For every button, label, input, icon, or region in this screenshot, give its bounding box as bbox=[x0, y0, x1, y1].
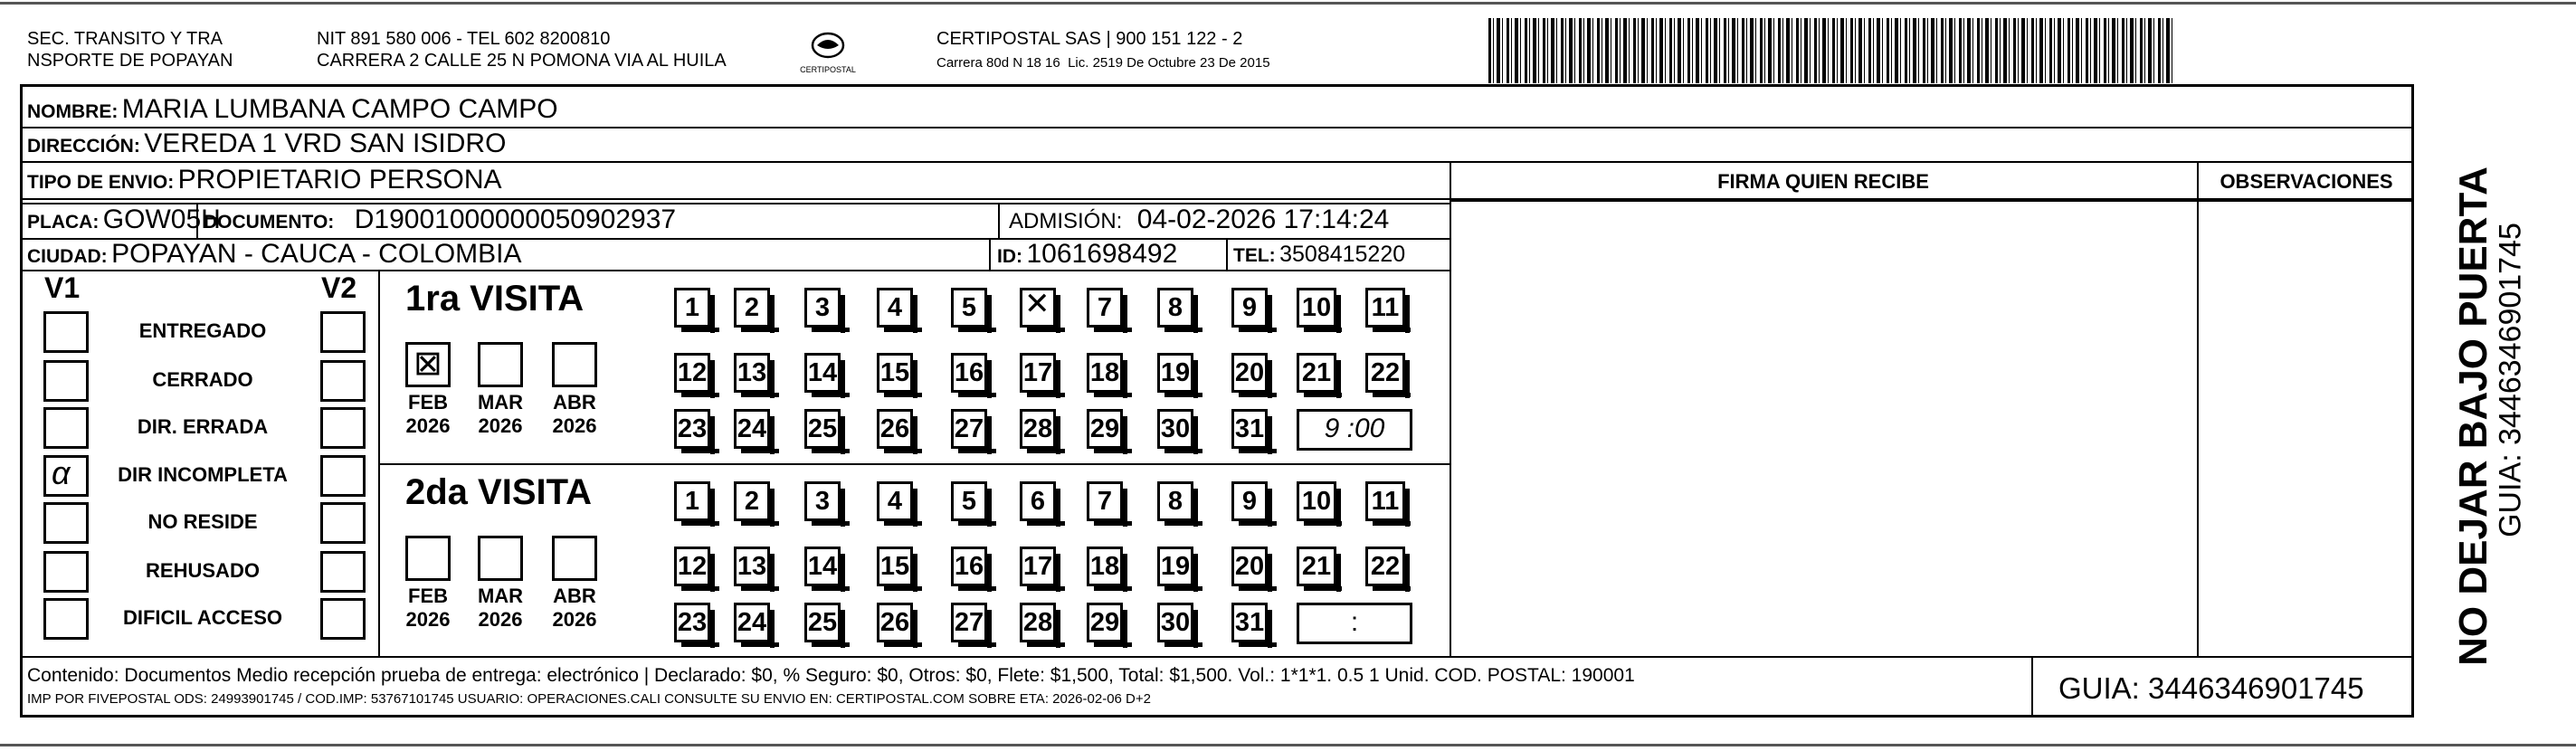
day-box[interactable] bbox=[674, 547, 710, 586]
day-box[interactable] bbox=[804, 481, 841, 521]
courier-line2: Carrera 80d N 18 16 Lic. 2519 De Octubre 23 De 2015 bbox=[936, 55, 1270, 71]
admision-field bbox=[1009, 204, 1389, 240]
month-year: 2026 bbox=[552, 414, 597, 437]
month-label bbox=[543, 391, 606, 438]
month-year: 2026 bbox=[405, 608, 451, 631]
month-label bbox=[396, 391, 460, 438]
placa-value: GOW05H bbox=[102, 204, 221, 234]
day-number: 31 bbox=[1234, 414, 1265, 443]
day-number: 13 bbox=[737, 358, 767, 387]
day-number: 23 bbox=[677, 414, 708, 443]
id-field bbox=[997, 239, 1177, 274]
day-number: 24 bbox=[737, 414, 767, 443]
status-label: REHUSADO bbox=[146, 559, 260, 582]
tel-value: 3508415220 bbox=[1279, 242, 1406, 267]
status-v1-checkbox[interactable] bbox=[43, 407, 89, 449]
rule bbox=[1450, 161, 1451, 656]
id-label: ID: bbox=[997, 246, 1022, 267]
day-number: 25 bbox=[807, 414, 838, 443]
status-v1-checkbox[interactable] bbox=[43, 502, 89, 544]
documento-label: DOCUMENTO: bbox=[204, 212, 335, 233]
status-v1-checkbox[interactable] bbox=[43, 455, 89, 497]
day-box[interactable] bbox=[1157, 481, 1193, 521]
day-number: 2 bbox=[744, 487, 760, 516]
day-box[interactable] bbox=[1157, 353, 1193, 393]
day-box[interactable] bbox=[804, 409, 841, 449]
rule bbox=[378, 463, 1450, 465]
day-number: 26 bbox=[879, 414, 910, 443]
day-number: 8 bbox=[1167, 293, 1183, 322]
status-label: DIFICIL ACCESO bbox=[122, 606, 282, 629]
day-box[interactable] bbox=[1020, 603, 1056, 642]
day-box[interactable] bbox=[734, 481, 770, 521]
day-box[interactable] bbox=[1020, 481, 1056, 521]
day-number: 4 bbox=[887, 293, 903, 322]
day-box[interactable] bbox=[1231, 288, 1268, 328]
day-number: 20 bbox=[1234, 552, 1265, 581]
status-v2-checkbox[interactable] bbox=[320, 455, 366, 497]
day-number: 31 bbox=[1234, 608, 1265, 637]
ciudad-field bbox=[27, 239, 522, 274]
visit-title: 1ra VISITA bbox=[405, 279, 585, 318]
day-box[interactable] bbox=[804, 603, 841, 642]
certipostal-logo bbox=[787, 25, 869, 80]
status-v2-checkbox[interactable] bbox=[320, 502, 366, 544]
status-v2-checkbox[interactable] bbox=[320, 551, 366, 593]
day-number: 30 bbox=[1160, 414, 1191, 443]
day-number: 11 bbox=[1371, 487, 1400, 516]
day-box[interactable] bbox=[734, 547, 770, 586]
day-number: 4 bbox=[887, 487, 903, 516]
rule bbox=[2197, 161, 2199, 656]
month-label bbox=[396, 585, 460, 632]
day-box[interactable] bbox=[1020, 547, 1056, 586]
status-v2-checkbox[interactable] bbox=[320, 311, 366, 353]
time-box[interactable]: : bbox=[1297, 603, 1412, 644]
day-box[interactable] bbox=[1297, 288, 1336, 328]
day-box[interactable] bbox=[1297, 547, 1336, 586]
day-box[interactable] bbox=[804, 353, 841, 393]
day-number: 15 bbox=[879, 552, 910, 581]
ciudad-value: POPAYAN - CAUCA - COLOMBIA bbox=[111, 239, 522, 269]
v2-label: V2 bbox=[321, 271, 357, 304]
month-year: 2026 bbox=[478, 414, 523, 437]
status-label: DIR. ERRADA bbox=[137, 415, 269, 438]
day-number: 9 bbox=[1241, 487, 1258, 516]
day-number: 9 bbox=[1241, 293, 1258, 322]
barcode bbox=[1488, 18, 2176, 83]
rule bbox=[20, 656, 2414, 658]
status-label: DIR INCOMPLETA bbox=[118, 463, 288, 486]
documento-field bbox=[204, 204, 676, 240]
rule bbox=[989, 238, 991, 270]
day-number: 5 bbox=[961, 293, 977, 322]
day-number: 27 bbox=[954, 608, 984, 637]
day-box[interactable] bbox=[877, 547, 913, 586]
day-box[interactable] bbox=[1231, 409, 1268, 449]
top-edge bbox=[0, 2, 2576, 5]
day-number: 28 bbox=[1022, 608, 1053, 637]
courier-line1: CERTIPOSTAL SAS | 900 151 122 - 2 bbox=[936, 29, 1243, 49]
day-number: 14 bbox=[807, 552, 838, 581]
day-box[interactable] bbox=[1087, 353, 1123, 393]
day-box[interactable] bbox=[951, 481, 987, 521]
day-number: 26 bbox=[879, 608, 910, 637]
tipo-label: TIPO DE ENVIO: bbox=[27, 172, 175, 193]
day-box[interactable] bbox=[1365, 481, 1405, 521]
day-number: 7 bbox=[1097, 487, 1113, 516]
status-v2-checkbox[interactable] bbox=[320, 407, 366, 449]
day-number: 22 bbox=[1370, 358, 1401, 387]
month-name: MAR bbox=[477, 585, 524, 607]
day-box[interactable] bbox=[1231, 547, 1268, 586]
day-number: 2 bbox=[744, 293, 760, 322]
day-number: 10 bbox=[1301, 293, 1332, 322]
month-label bbox=[469, 585, 532, 632]
day-number: 20 bbox=[1234, 358, 1265, 387]
sender-line1: SEC. TRANSITO Y TRA bbox=[27, 29, 223, 49]
month-checkbox[interactable] bbox=[478, 536, 523, 581]
day-number: 23 bbox=[677, 608, 708, 637]
status-v2-checkbox[interactable] bbox=[320, 598, 366, 640]
day-box[interactable] bbox=[877, 288, 913, 328]
day-number: 18 bbox=[1089, 358, 1120, 387]
direccion-field bbox=[27, 128, 506, 164]
month-name: FEB bbox=[408, 391, 448, 414]
footer-guia: GUIA: 3446346901745 bbox=[2058, 671, 2364, 705]
month-checkbox[interactable] bbox=[552, 342, 597, 387]
day-box[interactable] bbox=[951, 353, 987, 393]
day-number: 7 bbox=[1097, 293, 1113, 322]
day-box[interactable] bbox=[877, 409, 913, 449]
month-checkbox[interactable] bbox=[405, 536, 451, 581]
visit-title: 2da VISITA bbox=[405, 472, 592, 512]
side-guia: GUIA: 3446346901745 bbox=[2493, 223, 2528, 537]
day-box[interactable] bbox=[1087, 481, 1123, 521]
day-number: 21 bbox=[1301, 552, 1332, 581]
time-box[interactable]: 9 :00 bbox=[1297, 409, 1412, 451]
day-number: 22 bbox=[1370, 552, 1401, 581]
day-number: 29 bbox=[1089, 414, 1120, 443]
status-label: ENTREGADO bbox=[138, 319, 267, 342]
ciudad-label: CIUDAD: bbox=[27, 246, 108, 267]
day-number: 30 bbox=[1160, 608, 1191, 637]
tipo-field bbox=[27, 165, 502, 200]
day-number: 15 bbox=[879, 358, 910, 387]
status-label: NO RESIDE bbox=[147, 510, 258, 533]
day-box[interactable] bbox=[804, 288, 841, 328]
day-box[interactable] bbox=[734, 353, 770, 393]
status-v2-checkbox[interactable] bbox=[320, 360, 366, 402]
admision-label: ADMISIÓN: bbox=[1009, 209, 1123, 233]
day-number: 12 bbox=[677, 358, 708, 387]
month-checkbox[interactable] bbox=[552, 536, 597, 581]
day-box[interactable] bbox=[674, 353, 710, 393]
month-year: 2026 bbox=[552, 608, 597, 631]
nombre-label: NOMBRE: bbox=[27, 101, 119, 122]
day-box[interactable] bbox=[877, 481, 913, 521]
day-number: 10 bbox=[1301, 487, 1332, 516]
day-number: 19 bbox=[1160, 358, 1191, 387]
rule bbox=[2031, 656, 2033, 718]
day-number: 17 bbox=[1022, 358, 1053, 387]
rule bbox=[1450, 200, 2414, 202]
admision-value: 04-02-2026 17:14:24 bbox=[1136, 204, 1390, 234]
month-name: MAR bbox=[477, 391, 524, 414]
footer-line1: Contenido: Documentos Medio recepción prueba de entrega: electrónico | Declarado: $0, % Seguro: $0, Otros: $0, Flete: $1,500, Total: $1,500. Vol.: 1*1*1. 0.5 1 Unid. COD. POSTAL: 190001 bbox=[27, 665, 1635, 686]
month-name: FEB bbox=[408, 585, 448, 607]
tel-label: TEL: bbox=[1233, 245, 1276, 266]
day-box[interactable] bbox=[1365, 353, 1405, 393]
tipo-value: PROPIETARIO PERSONA bbox=[177, 165, 502, 195]
day-box[interactable] bbox=[674, 603, 710, 642]
bottom-edge bbox=[0, 744, 2576, 746]
rule bbox=[998, 203, 1000, 238]
month-check-mark: ⊠ bbox=[413, 345, 442, 383]
nombre-field bbox=[27, 94, 558, 129]
day-number: 14 bbox=[807, 358, 838, 387]
day-number: 27 bbox=[954, 414, 984, 443]
day-box[interactable] bbox=[674, 409, 710, 449]
nit-line2: CARRERA 2 CALLE 25 N POMONA VIA AL HUILA bbox=[317, 51, 727, 71]
day-box[interactable] bbox=[951, 288, 987, 328]
day-box[interactable] bbox=[951, 603, 987, 642]
side-title: NO DEJAR BAJO PUERTA bbox=[2451, 166, 2495, 666]
placa-label: PLACA: bbox=[27, 212, 100, 233]
day-box[interactable] bbox=[1231, 353, 1268, 393]
day-box[interactable] bbox=[1231, 481, 1268, 521]
day-number: 8 bbox=[1167, 487, 1183, 516]
day-number: 16 bbox=[954, 552, 984, 581]
day-box[interactable] bbox=[877, 603, 913, 642]
day-box[interactable] bbox=[1087, 288, 1123, 328]
footer-line2: IMP POR FIVEPOSTAL ODS: 24993901745 / COD.IMP: 53767101745 USUARIO: OPERACIONES.CALI CONSULTE SU ENVIO EN: CERTIPOSTAL.COM SOBRE ETA: 2026-02-06 D+2 bbox=[27, 691, 1151, 707]
day-box[interactable] bbox=[1087, 409, 1123, 449]
day-number: 1 bbox=[684, 487, 700, 516]
status-v1-checkbox[interactable] bbox=[43, 551, 89, 593]
id-value: 1061698492 bbox=[1026, 239, 1178, 269]
day-box[interactable] bbox=[734, 603, 770, 642]
day-box[interactable] bbox=[804, 547, 841, 586]
day-number: 19 bbox=[1160, 552, 1191, 581]
nit-line1: NIT 891 580 006 - TEL 602 8200810 bbox=[317, 29, 611, 49]
documento-value: D19001000000050902937 bbox=[354, 204, 677, 234]
month-checkbox[interactable] bbox=[405, 342, 451, 387]
day-number: 11 bbox=[1371, 293, 1400, 322]
day-number: 16 bbox=[954, 358, 984, 387]
day-box[interactable] bbox=[1157, 547, 1193, 586]
day-box[interactable] bbox=[1020, 288, 1056, 328]
day-box[interactable] bbox=[951, 409, 987, 449]
day-box[interactable] bbox=[1365, 547, 1405, 586]
status-v1-checkbox[interactable] bbox=[43, 311, 89, 353]
logo-text: CERTIPOSTAL bbox=[800, 65, 856, 74]
tel-field bbox=[1233, 239, 1405, 273]
day-box[interactable] bbox=[1087, 547, 1123, 586]
direccion-value: VEREDA 1 VRD SAN ISIDRO bbox=[144, 128, 507, 158]
placa-field bbox=[27, 204, 221, 240]
day-number: 3 bbox=[814, 293, 831, 322]
status-check-mark: α bbox=[52, 454, 71, 491]
v1-label: V1 bbox=[44, 271, 81, 304]
day-box[interactable] bbox=[1231, 603, 1268, 642]
day-number: 29 bbox=[1089, 608, 1120, 637]
rule bbox=[378, 270, 380, 656]
day-box[interactable] bbox=[1157, 409, 1193, 449]
day-box[interactable] bbox=[734, 409, 770, 449]
day-number: 17 bbox=[1022, 552, 1053, 581]
day-mark: ✕ bbox=[1024, 287, 1050, 321]
day-box[interactable] bbox=[1157, 603, 1193, 642]
month-name: ABR bbox=[553, 585, 596, 607]
day-number: 6 bbox=[1030, 487, 1046, 516]
day-box[interactable] bbox=[674, 481, 710, 521]
day-number: 3 bbox=[814, 487, 831, 516]
month-label bbox=[543, 585, 606, 632]
day-box[interactable] bbox=[1157, 288, 1193, 328]
sender-line2: NSPORTE DE POPAYAN bbox=[27, 51, 233, 71]
day-box[interactable] bbox=[877, 353, 913, 393]
day-box[interactable] bbox=[951, 547, 987, 586]
day-box[interactable] bbox=[734, 288, 770, 328]
day-number: 28 bbox=[1022, 414, 1053, 443]
day-number: 12 bbox=[677, 552, 708, 581]
day-number: 18 bbox=[1089, 552, 1120, 581]
direccion-label: DIRECCIÓN: bbox=[27, 136, 140, 157]
month-name: ABR bbox=[553, 391, 596, 414]
day-box[interactable] bbox=[1020, 353, 1056, 393]
firma-header: FIRMA QUIEN RECIBE bbox=[1717, 170, 1929, 193]
day-number: 24 bbox=[737, 608, 767, 637]
day-box[interactable] bbox=[674, 288, 710, 328]
observaciones-header: OBSERVACIONES bbox=[2220, 170, 2393, 193]
status-label: CERRADO bbox=[152, 368, 253, 391]
rule bbox=[1226, 238, 1228, 270]
month-year: 2026 bbox=[478, 608, 523, 631]
status-v1-checkbox[interactable] bbox=[43, 360, 89, 402]
day-box[interactable] bbox=[1297, 353, 1336, 393]
day-number: 5 bbox=[961, 487, 977, 516]
status-v1-checkbox[interactable] bbox=[43, 598, 89, 640]
day-number: 21 bbox=[1301, 358, 1332, 387]
day-box[interactable] bbox=[1087, 603, 1123, 642]
month-label bbox=[469, 391, 532, 438]
month-checkbox[interactable] bbox=[478, 342, 523, 387]
nombre-value: MARIA LUMBANA CAMPO CAMPO bbox=[121, 94, 558, 124]
day-number: 13 bbox=[737, 552, 767, 581]
month-year: 2026 bbox=[405, 414, 451, 437]
day-box[interactable] bbox=[1297, 481, 1336, 521]
day-number: 25 bbox=[807, 608, 838, 637]
day-number: 1 bbox=[684, 293, 700, 322]
day-box[interactable] bbox=[1020, 409, 1056, 449]
day-box[interactable] bbox=[1365, 288, 1405, 328]
